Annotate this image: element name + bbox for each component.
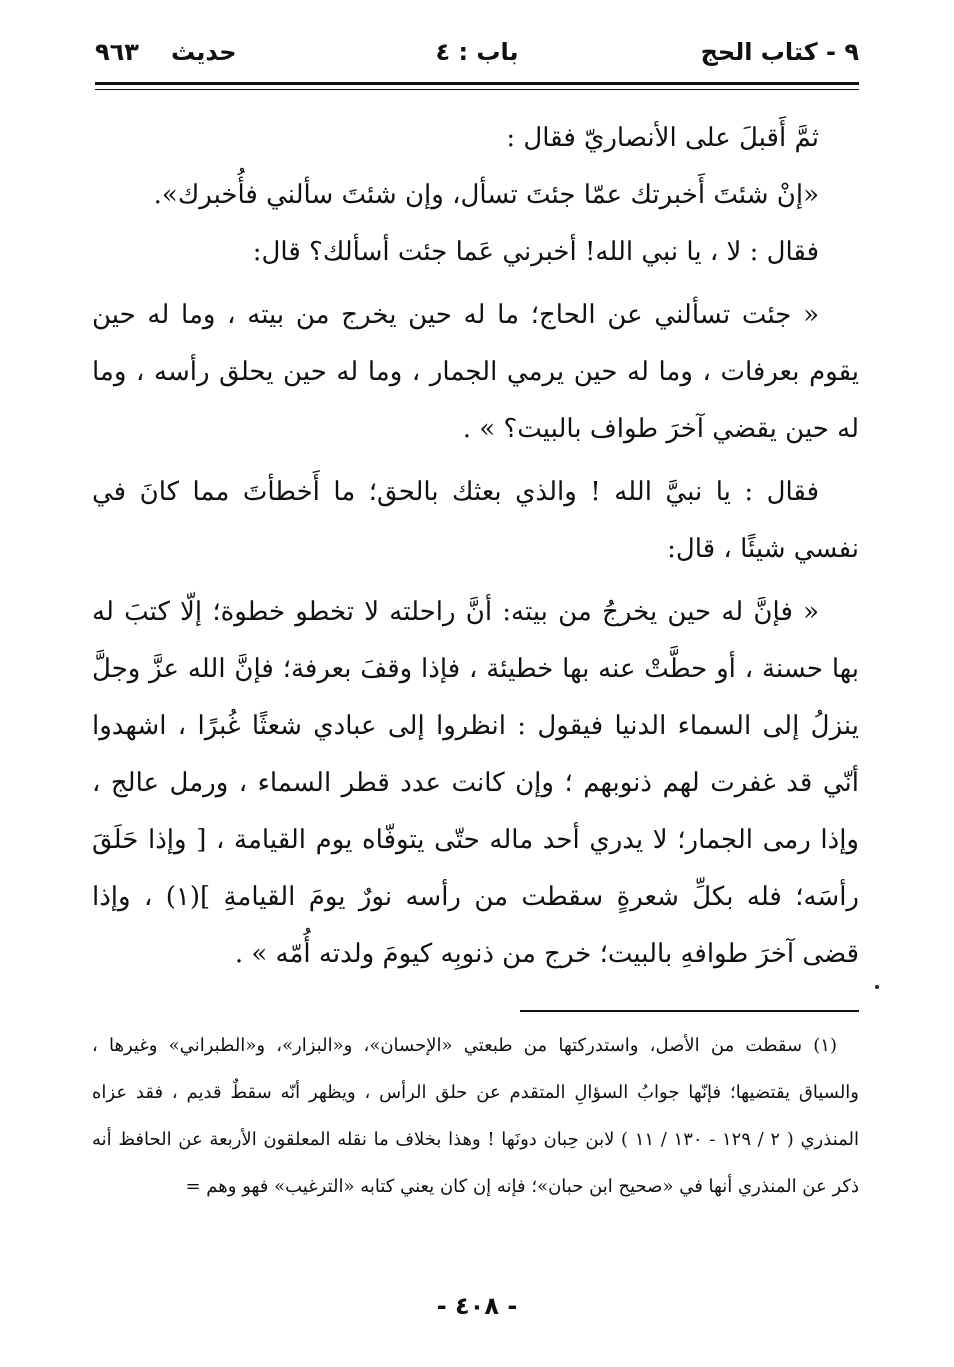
stray-mark [875,985,879,989]
header-hadith-label: حديث [170,38,237,66]
paragraph-4: « جئت تسألني عن الحاج؛ ما له حين يخرج من بيته ، وما له حين يقوم بعرفات ، وما له حين يرمي الجمار ، وما له حين يحلق رأسه ، وما له حين يقضي آخرَ طواف بالبيت؟ » . [92,300,859,444]
paragraph-2: «إنْ شئتَ أَخبرتك عمّا جئتَ تسأل، وإن شئتَ سألني فأُخبرك». [153,180,819,210]
header-rule-thick [95,82,859,85]
header-hadith-number: ٩٦٣ [95,38,139,66]
main-text [92,110,859,983]
paragraph-6: « فإنَّ له حين يخرجُ من بيته: أنَّ راحلته لا تخطو خطوة؛ إلّا كتبَ له بها حسنة ، أو حطَّتْ عنه بها خطيئة ، فإذا وقفَ بعرفة؛ فإنَّ الله عزَّ وجلَّ ينزلُ إلى السماء الدنيا فيقول : انظروا إلى عبادي شعثًا غُبرًا ، اشهدوا أنّي قد غفرت لهم ذنوبهم ؛ وإن كانت عدد قطر السماء ، ورمل عالج ، وإذا رمى الجمار؛ لا يدري أحد ماله حتّى يتوفّاه يوم القيامة ، [ وإذا حَلَقَ رأسَه؛ فله بكلِّ شعرةٍ سقطت من رأسه نورٌ يومَ القيامةِ ](١) ، وإذا قضى آخرَ طوافهِ بالبيت؛ خرج من ذنوبِه كيومَ ولدته أُمّه » . [92,597,859,969]
running-header [95,30,859,80]
page-number: - ٤٠٨ - [436,1292,518,1320]
paragraph-3: فقال : لا ، يا نبي الله! أخبرني عَما جئت أسألك؟ قال: [252,237,819,267]
paragraph-5: فقال : يا نبيَّ الله ! والذي بعثك بالحق؛ ما أَخطأتَ مما كانَ في نفسي شيئًا ، قال: [92,477,859,564]
paragraph-1: ثمَّ أَقبلَ على الأنصاريّ فقال : [506,123,819,153]
header-rule-thin [95,89,859,90]
header-hadith [95,38,237,66]
footnote-1: (١) سقطت من الأصل، واستدركتها من طبعتي «الإحسان»، و«البزار»، و«الطبراني» وغيرها ، والسياق يقتضيها؛ فإنّها جوابُ السؤالِ المتقدم عن حلق الرأس ، ويظهر أنّه سقطٌ قديم ، فقد عزاه المنذري ( ٢ / ١٢٩ - ١٣٠ / ١١ ) لابن حِبان دونَها ! وهذا بخلاف ما نقله المعلقون الأربعة عن الحافظ أنه ذكر عن المنذري أنها في «صحيح ابن حبان»؛ فإنه إن كان يعني كتابه «الترغيب» فهو وهم = [92,1035,860,1197]
footnote-separator [520,1010,859,1012]
header-chapter: باب : ٤ [435,38,519,66]
header-book-title: ٩ - كتاب الحج [700,38,859,66]
footnotes [92,1022,859,1210]
